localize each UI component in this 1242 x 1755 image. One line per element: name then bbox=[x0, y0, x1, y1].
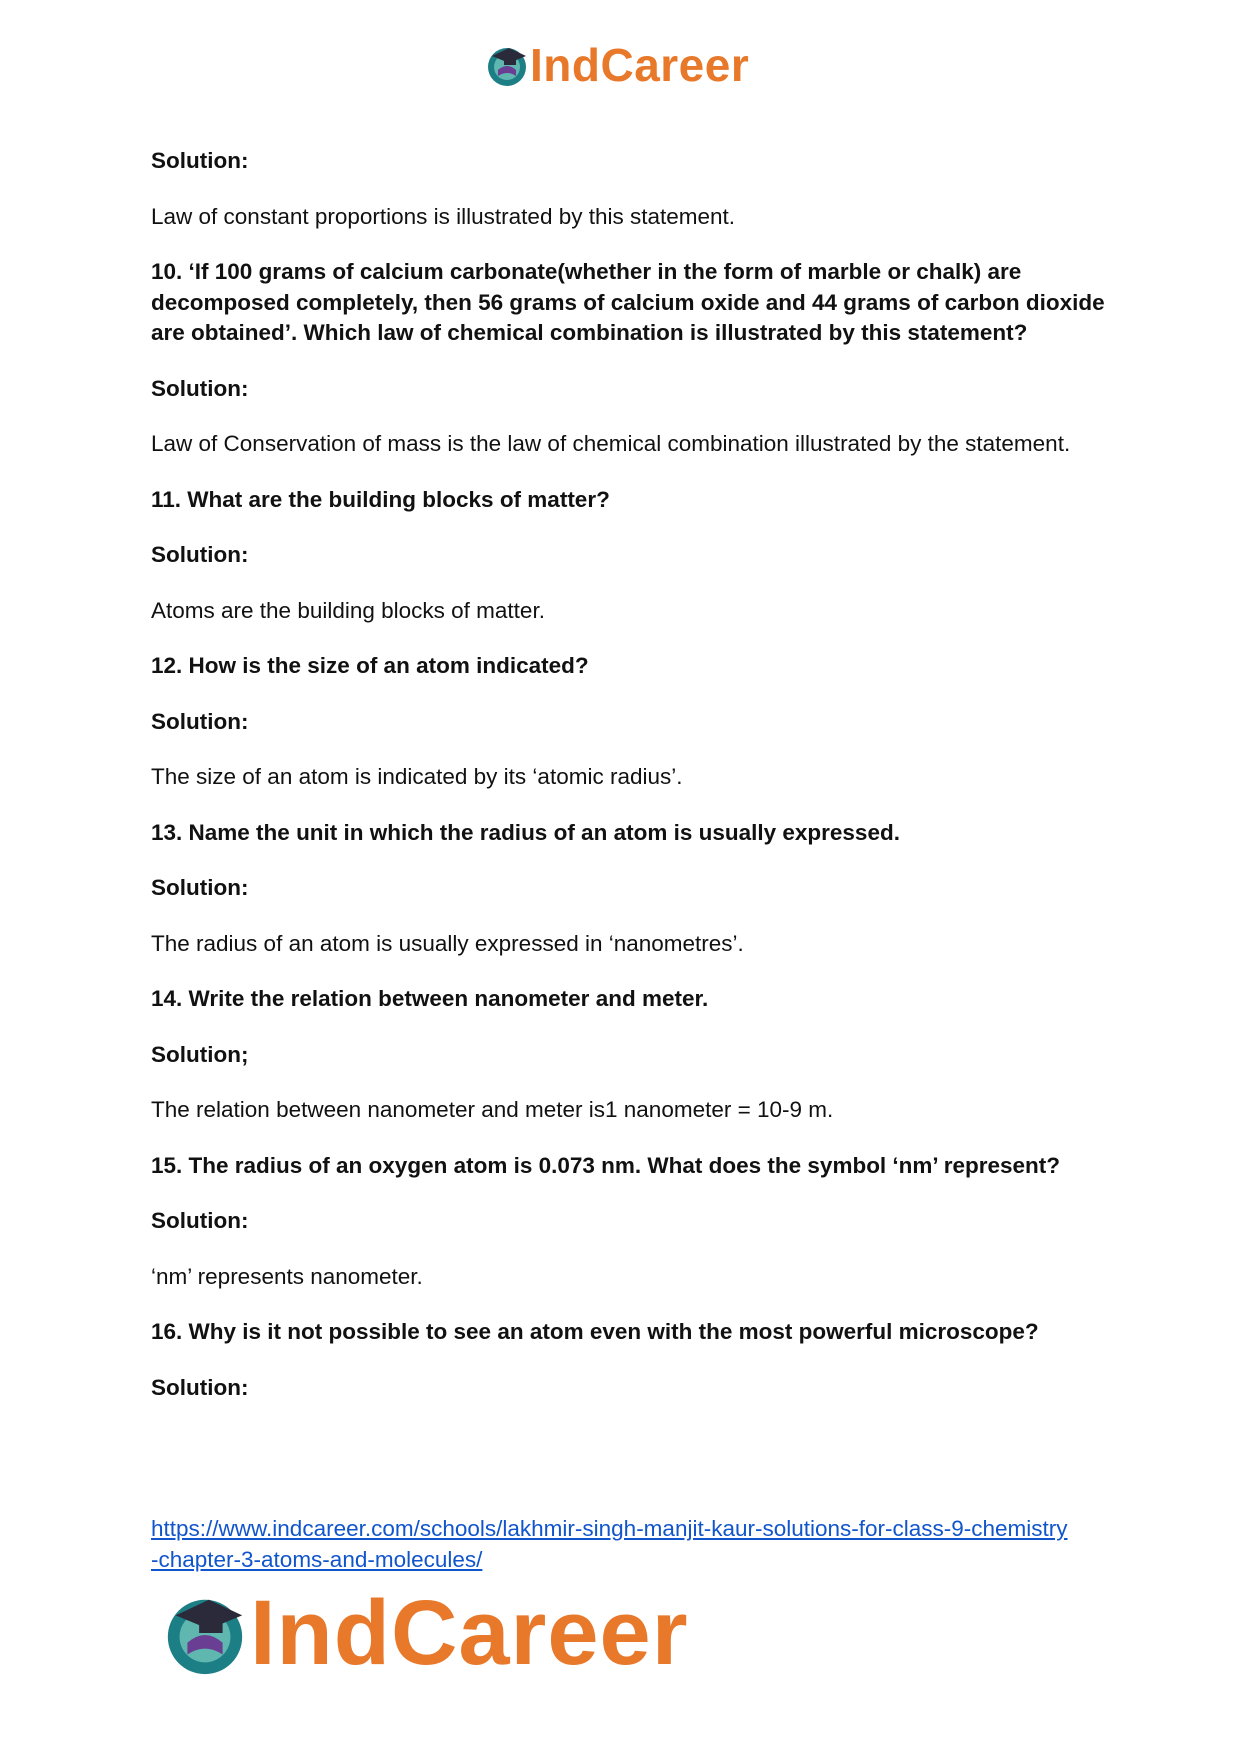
solution-label: Solution: bbox=[151, 1374, 249, 1400]
globe-graduation-cap-icon bbox=[484, 42, 530, 88]
question-text: 12. How is the size of an atom indicated? bbox=[151, 653, 589, 678]
solution-label: Solution: bbox=[151, 1208, 249, 1233]
footer-logo bbox=[160, 1582, 689, 1684]
question-text: 14. Write the relation between nanometer and meter. bbox=[151, 986, 709, 1011]
globe-graduation-cap-icon bbox=[160, 1588, 250, 1678]
answer-text: The relation between nanometer and meter is1 nanometer = 10-9 m. bbox=[151, 1097, 834, 1122]
source-url-line-1: https://www.indcareer.com/schools/lakhmir-singh-manjit-kaur-solutions-for-class-9-chemistry bbox=[151, 1516, 1068, 1541]
question-text: 15. The radius of an oxygen atom is 0.073 nm. What does the symbol ‘nm’ represent? bbox=[151, 1152, 1060, 1178]
question-text: 16. Why is it not possible to see an atom even with the most powerful microscope? bbox=[151, 1319, 1039, 1344]
source-url-link[interactable] bbox=[151, 1516, 1068, 1572]
answer-text: Law of Conservation of mass is the law of chemical combination illustrated by the statement. bbox=[151, 431, 1071, 456]
question-text: 10. ‘If 100 grams of calcium carbonate(whether in the form of marble or chalk) are decomposed completely, then 56 grams of calcium oxide and 44 grams of carbon dioxide are obtained’. Which law of chemical combination is illustrated by this statement? bbox=[151, 259, 1105, 345]
answer-text: The size of an atom is indicated by its ‘atomic radius’. bbox=[151, 764, 683, 789]
document-body bbox=[151, 146, 1111, 1428]
question-text: 11. What are the building blocks of matter? bbox=[151, 486, 610, 512]
solution-label: Solution: bbox=[151, 542, 249, 567]
footer-logo-text: IndCareer bbox=[250, 1582, 689, 1684]
answer-text: ‘nm’ represents nanometer. bbox=[151, 1263, 423, 1289]
footer-link-block bbox=[151, 1514, 1111, 1575]
header-logo-text: IndCareer bbox=[530, 39, 750, 91]
solution-label: Solution: bbox=[151, 148, 249, 173]
question-text: 13. Name the unit in which the radius of an atom is usually expressed. bbox=[151, 819, 900, 845]
answer-text: Law of constant proportions is illustrated by this statement. bbox=[151, 203, 736, 229]
header-logo bbox=[484, 40, 749, 90]
solution-label: Solution: bbox=[151, 375, 249, 401]
solution-label: Solution: bbox=[151, 708, 249, 734]
answer-text: Atoms are the building blocks of matter. bbox=[151, 597, 545, 623]
answer-text: The radius of an atom is usually expressed in ‘nanometres’. bbox=[151, 930, 744, 956]
solution-label: Solution: bbox=[151, 875, 249, 900]
source-url-line-2: -chapter-3-atoms-and-molecules/ bbox=[151, 1546, 483, 1572]
solution-label: Solution; bbox=[151, 1041, 249, 1067]
